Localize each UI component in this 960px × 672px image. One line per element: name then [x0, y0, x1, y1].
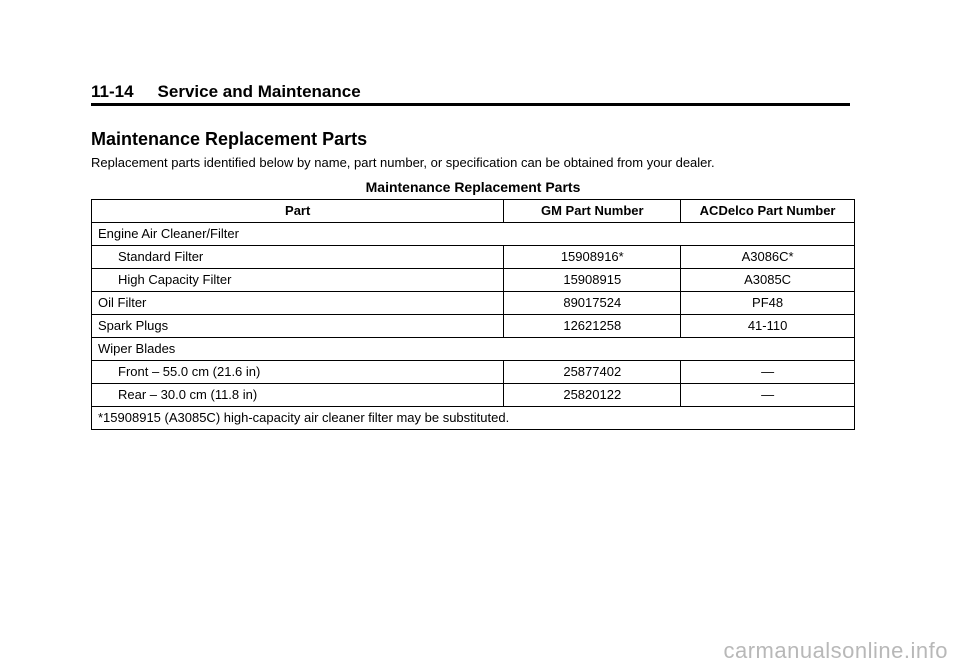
acdelco-part-number: A3085C: [681, 269, 855, 292]
acdelco-part-number: —: [681, 361, 855, 384]
part-name: Spark Plugs: [92, 315, 504, 338]
gm-part-number: 25820122: [504, 384, 681, 407]
table-row: [92, 361, 855, 384]
acdelco-part-number: PF48: [681, 292, 855, 315]
gm-part-number: 12621258: [504, 315, 681, 338]
intro-paragraph: Replacement parts identified below by name, part number, or specification can be obtained from your dealer.: [91, 155, 715, 170]
gm-part-number: 15908915: [504, 269, 681, 292]
table-row: [92, 315, 855, 338]
table-row: [92, 246, 855, 269]
column-header-part: Part: [92, 200, 504, 223]
part-name: Standard Filter: [92, 246, 504, 269]
column-header-gm-part-number: GM Part Number: [504, 200, 681, 223]
table-footnote-row: [92, 407, 855, 430]
acdelco-part-number: A3086C*: [681, 246, 855, 269]
page-header: [91, 82, 849, 102]
gm-part-number: 15908916*: [504, 246, 681, 269]
gm-part-number: 25877402: [504, 361, 681, 384]
section-title: Maintenance Replacement Parts: [91, 129, 368, 149]
table-row: [92, 292, 855, 315]
page-number: 11-14: [91, 82, 134, 101]
table-row: [92, 269, 855, 292]
group-label: Engine Air Cleaner/Filter: [92, 223, 855, 246]
part-name: Front – 55.0 cm (21.6 in): [92, 361, 504, 384]
chapter-title: Service and Maintenance: [157, 82, 361, 101]
watermark: carmanualsonline.info: [723, 638, 948, 663]
table-caption: Maintenance Replacement Parts: [365, 179, 581, 195]
acdelco-part-number: 41-110: [681, 315, 855, 338]
table-header-row: [92, 200, 855, 223]
parts-table: [91, 199, 855, 430]
table-row: [92, 223, 855, 246]
group-label: Wiper Blades: [92, 338, 855, 361]
acdelco-part-number: —: [681, 384, 855, 407]
table-footnote: *15908915 (A3085C) high-capacity air cleaner filter may be substituted.: [92, 407, 855, 430]
column-header-acdelco-part-number: ACDelco Part Number: [681, 200, 855, 223]
part-name: Oil Filter: [92, 292, 504, 315]
part-name: Rear – 30.0 cm (11.8 in): [92, 384, 504, 407]
part-name: High Capacity Filter: [92, 269, 504, 292]
table-row: [92, 384, 855, 407]
table-row: [92, 338, 855, 361]
header-divider: [91, 103, 850, 106]
gm-part-number: 89017524: [504, 292, 681, 315]
